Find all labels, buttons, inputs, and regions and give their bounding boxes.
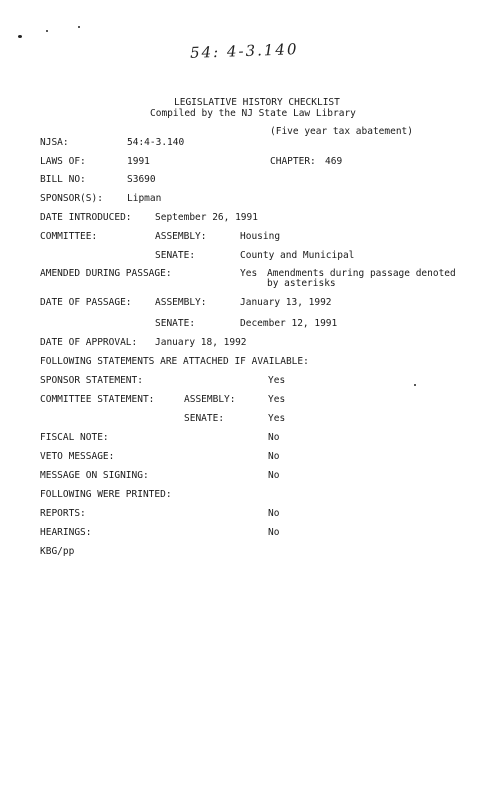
message-on-signing-value: No — [268, 470, 280, 481]
amended-note-line-1: Amendments during passage denoted — [267, 268, 456, 279]
scan-speck — [414, 384, 416, 386]
printed-heading: FOLLOWING WERE PRINTED: — [40, 489, 172, 500]
amended-value: Yes — [240, 268, 258, 279]
bill-no-label: BILL NO: — [40, 174, 86, 185]
reports-label: REPORTS: — [40, 508, 86, 519]
committee-senate-value: County and Municipal — [240, 250, 355, 261]
passage-senate-value: December 12, 1991 — [240, 318, 338, 329]
committee-statement-senate-label: SENATE: — [184, 413, 225, 424]
document-subtitle: Compiled by the NJ State Law Library — [150, 108, 356, 119]
abatement-note: (Five year tax abatement) — [270, 126, 413, 137]
passage-assembly-value: January 13, 1992 — [240, 297, 332, 308]
chapter-value: 469 — [325, 156, 343, 167]
committee-statement-assembly-label: ASSEMBLY: — [184, 394, 236, 405]
date-introduced-value: September 26, 1991 — [155, 212, 258, 223]
laws-of-value: 1991 — [127, 156, 150, 167]
committee-statement-assembly-value: Yes — [268, 394, 286, 405]
date-introduced-label: DATE INTRODUCED: — [40, 212, 132, 223]
passage-senate-label: SENATE: — [155, 318, 196, 329]
hearings-label: HEARINGS: — [40, 527, 92, 538]
amended-note-line-2: by asterisks — [267, 278, 336, 289]
laws-of-label: LAWS OF: — [40, 156, 86, 167]
chapter-label: CHAPTER: — [270, 156, 316, 167]
scan-speck — [18, 35, 22, 38]
committee-statement-label: COMMITTEE STATEMENT: — [40, 394, 155, 405]
statements-heading: FOLLOWING STATEMENTS ARE ATTACHED IF AVAILABLE: — [40, 356, 309, 367]
sponsors-label: SPONSOR(S): — [40, 193, 103, 204]
sponsor-statement-value: Yes — [268, 375, 286, 386]
handwritten-citation: 54: 4-3.140 — [189, 40, 299, 62]
hearings-value: No — [268, 527, 280, 538]
committee-label: COMMITTEE: — [40, 231, 98, 242]
fiscal-note-label: FISCAL NOTE: — [40, 432, 109, 443]
njsa-label: NJSA: — [40, 137, 69, 148]
reports-value: No — [268, 508, 280, 519]
fiscal-note-value: No — [268, 432, 280, 443]
amended-label: AMENDED DURING PASSAGE: — [40, 268, 172, 279]
date-of-approval-label: DATE OF APPROVAL: — [40, 337, 138, 348]
veto-message-value: No — [268, 451, 280, 462]
bill-no-value: S3690 — [127, 174, 156, 185]
message-on-signing-label: MESSAGE ON SIGNING: — [40, 470, 149, 481]
sponsors-value: Lipman — [127, 193, 162, 204]
document-title: LEGISLATIVE HISTORY CHECKLIST — [174, 97, 340, 108]
njsa-value: 54:4-3.140 — [127, 137, 185, 148]
scan-speck — [78, 26, 80, 28]
date-of-approval-value: January 18, 1992 — [155, 337, 247, 348]
veto-message-label: VETO MESSAGE: — [40, 451, 115, 462]
scan-speck — [46, 30, 48, 32]
passage-assembly-label: ASSEMBLY: — [155, 297, 207, 308]
date-of-passage-label: DATE OF PASSAGE: — [40, 297, 132, 308]
committee-assembly-label: ASSEMBLY: — [155, 231, 207, 242]
committee-assembly-value: Housing — [240, 231, 281, 242]
committee-statement-senate-value: Yes — [268, 413, 286, 424]
sponsor-statement-label: SPONSOR STATEMENT: — [40, 375, 143, 386]
committee-senate-label: SENATE: — [155, 250, 196, 261]
initials: KBG/pp — [40, 546, 75, 557]
